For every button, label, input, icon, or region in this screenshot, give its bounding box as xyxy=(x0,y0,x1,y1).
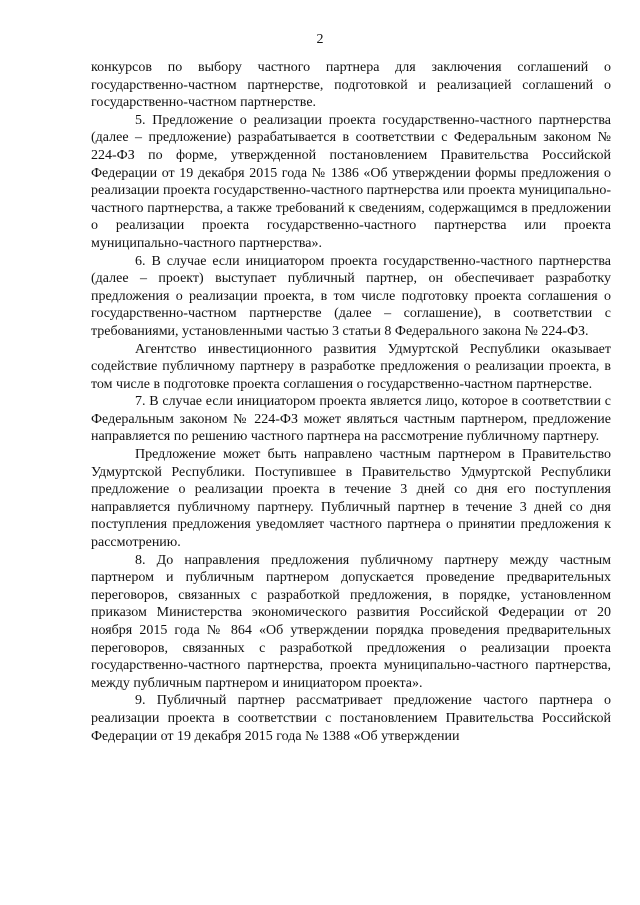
document-body xyxy=(91,59,611,745)
paragraph-item-9: 9. Публичный партнер рассматривает предложение частого партнера о реализации проекта в соответствии с постановлением Правительства Российской Федерации от 19 декабря 2015 года № 1388 «Об утверждении xyxy=(91,693,611,744)
paragraph-item-7: 7. В случае если инициатором проекта является лицо, которое в соответствии с Федеральным законом № 224-ФЗ может являться частным партнером, предложение направляется по решению частного партнера на рассмотрение публичному партнеру. xyxy=(91,394,611,445)
paragraph-item-6: 6. В случае если инициатором проекта государственно-частного партнерства (далее – проект) выступает публичный партнер, он обеспечивает разработку предложения о реализации проекта, в том числе подготовку проекта соглашения о государственно-частном партнерстве (далее – соглашение), в соответствии с требованиями, установленными частью 3 статьи 8 Федерального закона № 224-ФЗ. xyxy=(91,253,611,339)
page-number: 2 xyxy=(316,32,324,47)
paragraph-agency-support: Агентство инвестиционного развития Удмуртской Республики оказывает содействие публичному партнеру в разработке предложения о реализации проекта, в том числе в подготовке проекта соглашения о государственно-частном партнерстве. xyxy=(91,341,611,392)
paragraph-continuation: конкурсов по выбору частного партнера для заключения соглашений о государственно-частном партнерстве, подготовкой и реализацией соглашений о государственно-частном партнерстве. xyxy=(91,60,611,111)
paragraph-item-8: 8. До направления предложения публичному партнеру между частным партнером и публичным партнером допускается проведение предварительных переговоров, связанных с разработкой предложения, в порядке, установленном приказом Министерства экономического развития Российской Федерации от 20 ноября 2015 года № 864 «Об утверждении порядка проведения предварительных переговоров, связанных с разработкой предложения о реализации проекта государственно-частного партнерства, проекта муниципально-частного партнерства, между публичным партнером и инициатором проекта». xyxy=(91,552,611,691)
paragraph-proposal-submission: Предложение может быть направлено частным партнером в Правительство Удмуртской Республики. Поступившее в Правительство Удмуртской Республики предложение о реализации проекта в течение 3 дней со дня его поступления направляется публичному партнеру. Публичный партнер в течение 3 дней со дня поступления предложения уведомляет частного партнера о принятии предложения к рассмотрению. xyxy=(91,447,611,551)
paragraph-item-5: 5. Предложение о реализации проекта государственно-частного партнерства (далее – предложение) разрабатывается в соответствии с Федеральным законом № 224-ФЗ по форме, утвержденной постановлением Правительства Российской Федерации от 19 декабря 2015 года № 1386 «Об утверждении формы предложения о реализации проекта государственно-частного партнерства или проекта муниципально-частного партнерства, а также требований к сведениям, содержащимся в предложении о реализации проекта государственно-частного партнерства или проекта муниципально-частного партнерства». xyxy=(91,112,611,251)
